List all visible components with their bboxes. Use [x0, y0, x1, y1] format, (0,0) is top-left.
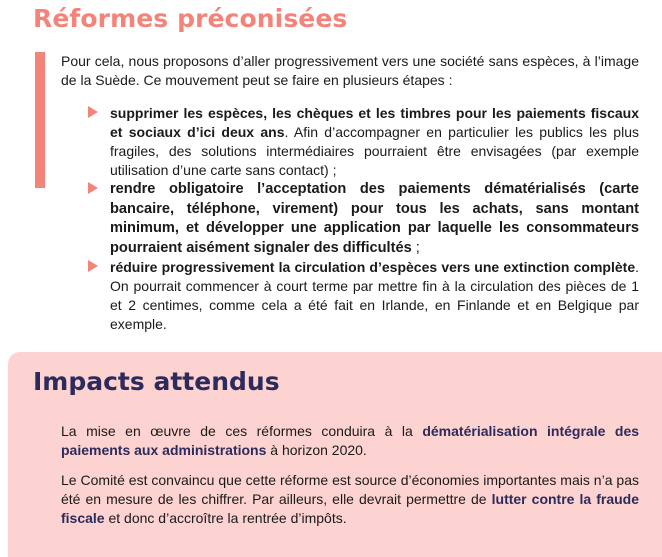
triangle-bullet-icon: [88, 260, 98, 272]
list-item: [88, 104, 639, 180]
impacts-paragraph-1: [61, 422, 639, 460]
list-item: [88, 258, 639, 334]
triangle-bullet-icon: [88, 182, 98, 194]
list-item-bold-text: supprimer les espèces, les chèques et les timbres pour les paiements fiscaux et sociaux d’ici deux ans: [110, 105, 639, 140]
triangle-bullet-icon: [88, 106, 98, 118]
list-item-bold-text: réduire progressivement la circulation d’espèces vers une extinction complète: [110, 259, 636, 275]
list-item-text: . On pourrait commencer à court terme par mettre fin à la circulation des pièces de 1 et 2 centimes, comme cela a été fait en Irlande, en Finlande et en Belgique par exemple.: [110, 259, 639, 332]
impacts-emphasis: lutter contre la fraude fiscale: [61, 491, 639, 526]
impacts-text: La mise en œuvre de ces réformes conduira à la: [61, 423, 423, 439]
impacts-box: [8, 352, 662, 557]
list-item-text: ;: [411, 239, 420, 256]
reform-list: [88, 104, 639, 334]
impacts-text: et donc d’accroître la rentrée d’impôts.: [104, 510, 347, 526]
impacts-title: Impacts attendus: [33, 367, 280, 396]
impacts-text: à horizon 2020.: [266, 442, 367, 458]
intro-paragraph: Pour cela, nous proposons d’aller progressivement vers une société sans espèces, à l’image de la Suède. Ce mouvement peut se faire en plusieurs étapes :: [61, 53, 639, 88]
list-item-text: . Afin d’accompagner en particulier les publics les plus fragiles, des solutions intermédiaires pourraient être envisagées (par exemple utilisation d’une carte sans contact) ;: [110, 124, 639, 178]
impacts-text: Le Comité est convaincu que cette réforme est source d’économies importantes mais n’a pas été en mesure de les chiffrer. Par ailleurs, elle devrait permettre de: [61, 472, 639, 507]
impacts-emphasis: dématérialisation intégrale des paiements aux administrations: [61, 423, 640, 458]
accent-bar: [35, 52, 45, 188]
list-item-bold-text: rendre obligatoire l’acceptation des paiements dématérialisés (carte bancaire, téléphone, virement) pour tous les achats, sans montant minimum, et développer une application par laquelle les consommateurs pourraient aisément signaler des difficultés: [110, 181, 639, 256]
list-item: [88, 180, 639, 258]
impacts-paragraph-2: [61, 471, 639, 528]
reformes-title: Réformes préconisées: [33, 4, 348, 33]
